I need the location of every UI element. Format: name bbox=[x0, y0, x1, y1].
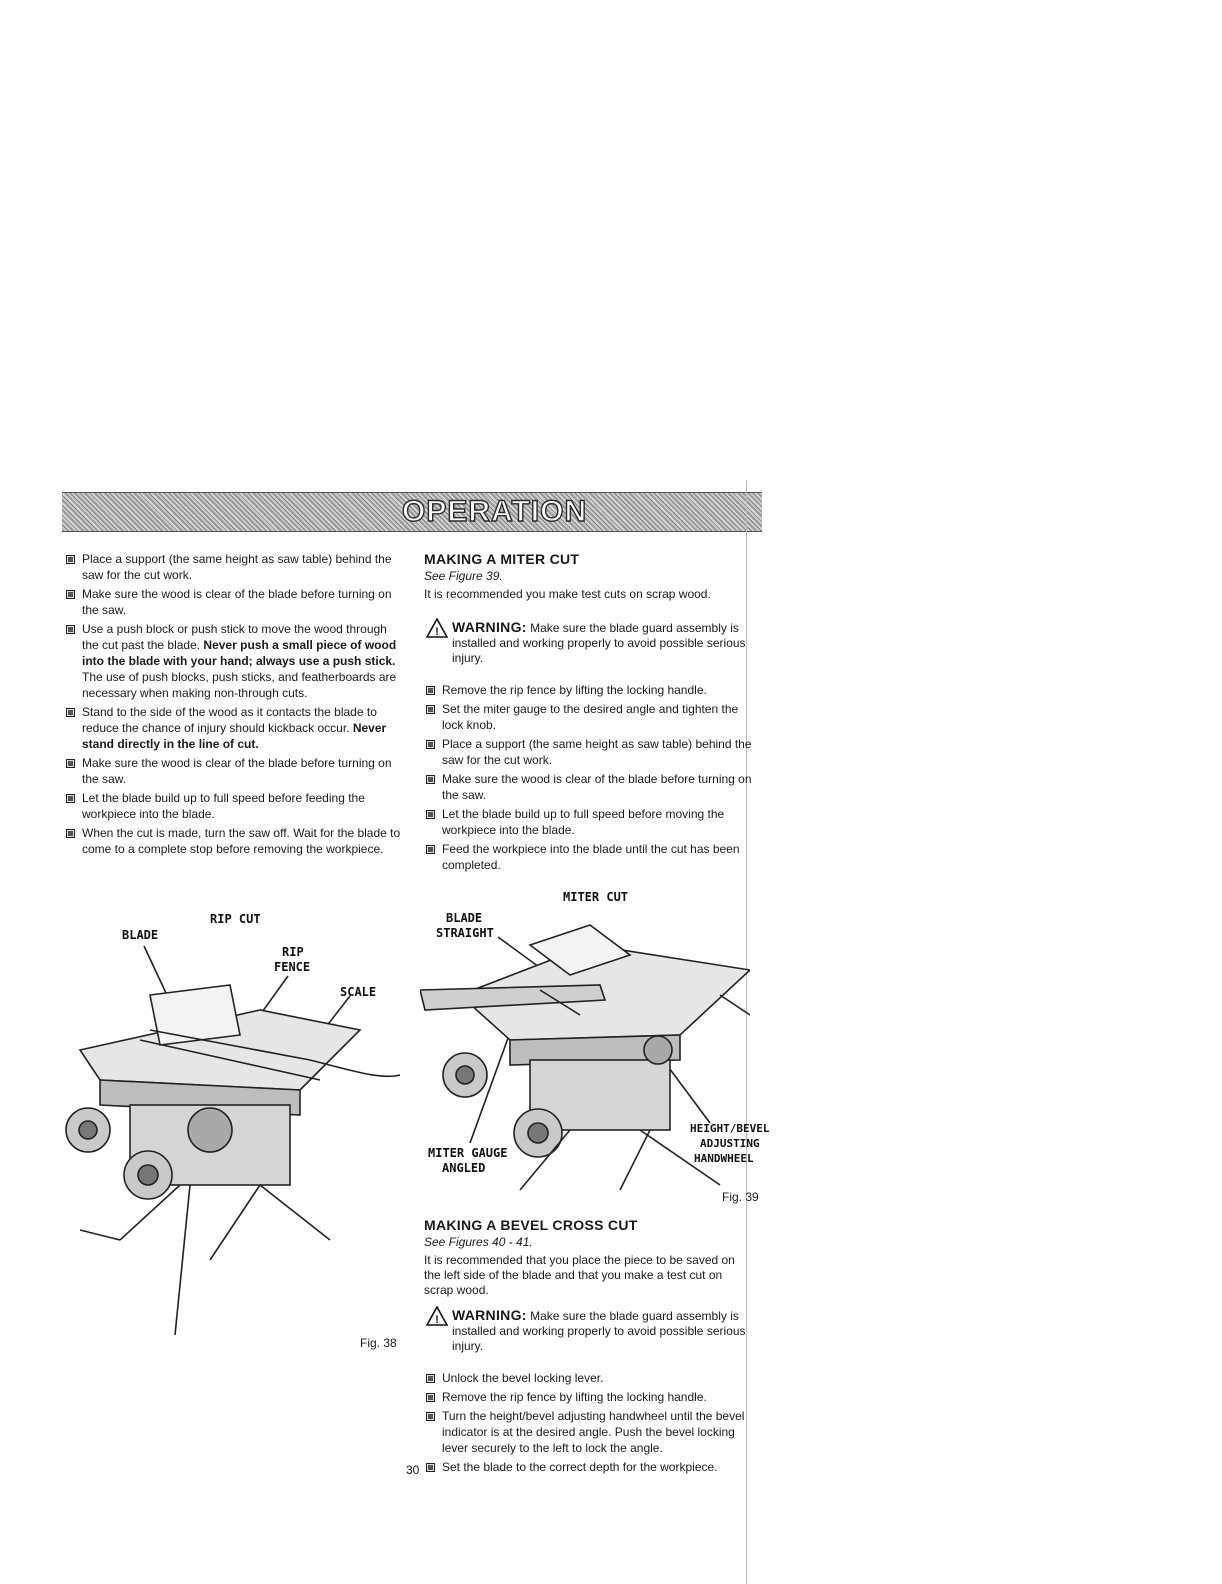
miter-warning bbox=[424, 620, 754, 666]
rip-cut-title: RIP CUT bbox=[210, 912, 261, 926]
list-item: Make sure the wood is clear of the blade before turning on the saw. bbox=[424, 771, 754, 803]
label-blade: BLADE bbox=[122, 928, 159, 942]
miter-see-figure: See Figure 39. bbox=[424, 569, 503, 583]
rip-cut-illustration bbox=[60, 940, 410, 1350]
label-rip: RIP bbox=[282, 945, 304, 959]
list-item: Set the blade to the correct depth for the workpiece. bbox=[424, 1459, 754, 1475]
fig39-caption: Fig. 39 bbox=[722, 1190, 759, 1204]
label-blade-2: BLADE bbox=[446, 911, 483, 925]
list-item: Remove the rip fence by lifting the locking handle. bbox=[424, 682, 754, 698]
label-miter-gauge: MITER GAUGE bbox=[428, 1146, 508, 1160]
list-item: Feed the workpiece into the blade until the cut has been completed. bbox=[424, 841, 754, 873]
bold-text: Never stand directly in the line of cut. bbox=[82, 721, 387, 751]
body-text: When the cut is made, turn the saw off. Wait for the blade to come to a complete stop before removing the workpiece. bbox=[82, 826, 401, 856]
list-item bbox=[64, 704, 404, 752]
label-adjusting: ADJUSTING bbox=[700, 1137, 760, 1150]
page-number: 30 bbox=[406, 1463, 420, 1477]
miter-cut-illustration bbox=[420, 915, 750, 1195]
bevel-warning-title: WARNING: bbox=[452, 1307, 527, 1323]
body-text: Stand to the side of the wood as it contacts the blade to reduce the chance of injury should kickback occur. bbox=[82, 705, 377, 735]
list-item bbox=[64, 621, 404, 701]
miter-heading: MAKING A MITER CUT bbox=[424, 551, 580, 567]
list-item bbox=[64, 755, 404, 787]
warning-triangle-icon bbox=[426, 1306, 448, 1326]
label-straight: STRAIGHT bbox=[436, 926, 494, 940]
right-column-miter bbox=[424, 551, 754, 876]
bold-text: Never push a small piece of wood into the blade with your hand; always use a push stick. bbox=[82, 638, 397, 668]
miter-bullet-list bbox=[424, 682, 754, 873]
miter-intro: It is recommended you make test cuts on scrap wood. bbox=[424, 587, 711, 601]
left-column bbox=[64, 551, 404, 860]
label-fence: FENCE bbox=[274, 960, 311, 974]
bevel-heading: MAKING A BEVEL CROSS CUT bbox=[424, 1217, 638, 1233]
body-text: The use of push blocks, push sticks, and featherboards are necessary when making non-through cuts. bbox=[82, 670, 397, 700]
body-text: Place a support (the same height as saw table) behind the saw for the cut work. bbox=[82, 552, 392, 582]
miter-cut-title: MITER CUT bbox=[563, 890, 629, 904]
section-title: OPERATION bbox=[402, 495, 588, 528]
body-text: Make sure the wood is clear of the blade before turning on the saw. bbox=[82, 587, 392, 617]
svg-text:!: ! bbox=[435, 1314, 439, 1326]
bevel-warning bbox=[424, 1308, 754, 1354]
list-item: Place a support (the same height as saw table) behind the saw for the cut work. bbox=[424, 736, 754, 768]
list-item: Unlock the bevel locking lever. bbox=[424, 1370, 754, 1386]
body-text: Make sure the wood is clear of the blade before turning on the saw. bbox=[82, 756, 392, 786]
svg-text:!: ! bbox=[435, 626, 439, 638]
section-banner bbox=[62, 492, 762, 532]
label-handwheel: HANDWHEEL bbox=[694, 1152, 754, 1165]
list-item: Let the blade build up to full speed before moving the workpiece into the blade. bbox=[424, 806, 754, 838]
list-item bbox=[64, 551, 404, 583]
label-angled: ANGLED bbox=[442, 1161, 486, 1175]
list-item bbox=[64, 825, 404, 857]
bevel-bullet-list bbox=[424, 1370, 754, 1475]
list-item: Set the miter gauge to the desired angle and tighten the lock knob. bbox=[424, 701, 754, 733]
label-scale: SCALE bbox=[340, 985, 377, 999]
bevel-see-figure: See Figures 40 - 41. bbox=[424, 1235, 533, 1249]
body-text: Use a push block or push stick to move the wood through the cut past the blade. bbox=[82, 622, 387, 652]
list-item: Turn the height/bevel adjusting handwheel until the bevel indicator is at the desired angle. Push the bevel locking lever securely to the left to lock the angle. bbox=[424, 1408, 754, 1456]
list-item bbox=[64, 790, 404, 822]
miter-warning-text: Make sure the blade guard assembly is installed and working properly to avoid possible serious injury. bbox=[452, 621, 746, 665]
miter-warning-title: WARNING: bbox=[452, 619, 527, 635]
right-column-bevel bbox=[424, 1217, 754, 1478]
list-item bbox=[64, 586, 404, 618]
list-item: Remove the rip fence by lifting the locking handle. bbox=[424, 1389, 754, 1405]
label-height-bevel: HEIGHT/BEVEL bbox=[690, 1122, 770, 1135]
bevel-intro: It is recommended that you place the piece to be saved on the left side of the blade and that you make a test cut on scrap wood. bbox=[424, 1253, 735, 1297]
body-text: Let the blade build up to full speed before feeding the workpiece into the blade. bbox=[82, 791, 365, 821]
fig38-caption: Fig. 38 bbox=[360, 1336, 397, 1350]
warning-triangle-icon bbox=[426, 618, 448, 638]
left-bullet-list bbox=[64, 551, 404, 857]
bevel-warning-text: Make sure the blade guard assembly is installed and working properly to avoid possible serious injury. bbox=[452, 1309, 746, 1353]
